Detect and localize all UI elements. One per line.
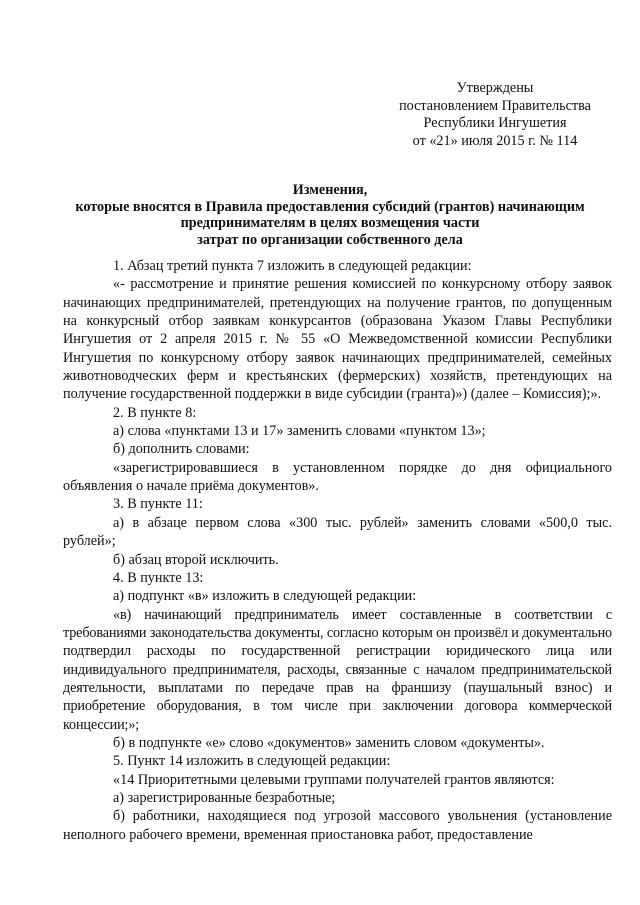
paragraph-item-4a-text: «в) начинающий предприниматель имеет составленные в соответствии с требованиями законодательства документы, согласно которым он произвёл и документально подтвердил расходы по государственной регистрации юридического лица или индивидуального предпринимателя, расходы, связанные с началом предпринимательской деятельности, выплатами по передаче прав на франшизу (паушальный взнос) и приобретение оборудования, в том числе при заключении договора коммерческой концессии;»; (63, 606, 612, 733)
approval-stamp-block (360, 80, 630, 150)
title-line-2: которые вносятся в Правила предоставления субсидий (грантов) начинающим (75, 198, 585, 215)
title-line-1: Изменения, (292, 182, 368, 198)
paragraph-item-3a: а) в абзаце первом слова «300 тыс. рублей» заменить словами «500,0 тыс. рублей»; (63, 514, 612, 550)
approval-line-2: постановлением Правительства (399, 97, 591, 114)
paragraph-item-5: 5. Пункт 14 изложить в следующей редакции: (113, 753, 391, 770)
paragraph-item-1-text: «- рассмотрение и принятие решения комиссией по конкурсному отбору заявок начинающих предпринимателей, претендующих на получение грантов, по допущенным на конкурсный отбор заявкам конкурсантов (образована Указом Главы Республики Ингушетия от 2 апреля 2015 г. № 55 «О Межведомственной комиссии Республики Ингушетия по конкурсному отбору заявок начинающих предпринимателей, семейных животноводческих ферм и крестьянских (фермерских) хозяйств, претендующих на получение государственной поддержки в виде субсидии (гранта)») (далее – Комиссия);». (63, 276, 612, 403)
title-line-4: затрат по организации собственного дела (197, 231, 463, 248)
approval-line-4: от «21» июля 2015 г. № 114 (412, 132, 578, 149)
paragraph-item-4b: б) в подпункте «е» слово «документов» заменить словом «документы». (113, 734, 545, 751)
title-line-3: предпринимателям в целях возмещения части (180, 215, 480, 231)
paragraph-item-2: 2. В пункте 8: (113, 404, 197, 421)
paragraph-item-5-text: «14 Приоритетными целевыми группами получателей грантов являются: (113, 771, 555, 788)
paragraph-item-2b: б) дополнить словами: (113, 441, 250, 458)
paragraph-item-3b: б) абзац второй исключить. (113, 551, 279, 568)
approval-line-1: Утверждены (456, 80, 534, 96)
paragraph-item-1: 1. Абзац третий пункта 7 изложить в следующей редакции: (113, 258, 472, 274)
approval-line-3: Республики Ингушетия (423, 115, 567, 131)
paragraph-item-5a: а) зарегистрированные безработные; (113, 789, 336, 806)
paragraph-item-2b-text: «зарегистрировавшиеся в установленном порядке до дня официального объявления о начале приёма документов». (63, 459, 612, 495)
paragraph-item-4a: а) подпункт «в» изложить в следующей редакции: (113, 588, 417, 605)
paragraph-item-3: 3. В пункте 11: (113, 496, 203, 513)
paragraph-item-2a: а) слова «пунктами 13 и 17» заменить словами «пунктом 13»; (113, 423, 486, 440)
paragraph-item-4: 4. В пункте 13: (113, 569, 204, 586)
document-body (63, 257, 612, 844)
paragraph-item-5b: б) работники, находящиеся под угрозой массового увольнения (установление неполного рабочего времени, временная приостановка работ, предоставление (63, 808, 612, 843)
document-title (40, 182, 620, 248)
